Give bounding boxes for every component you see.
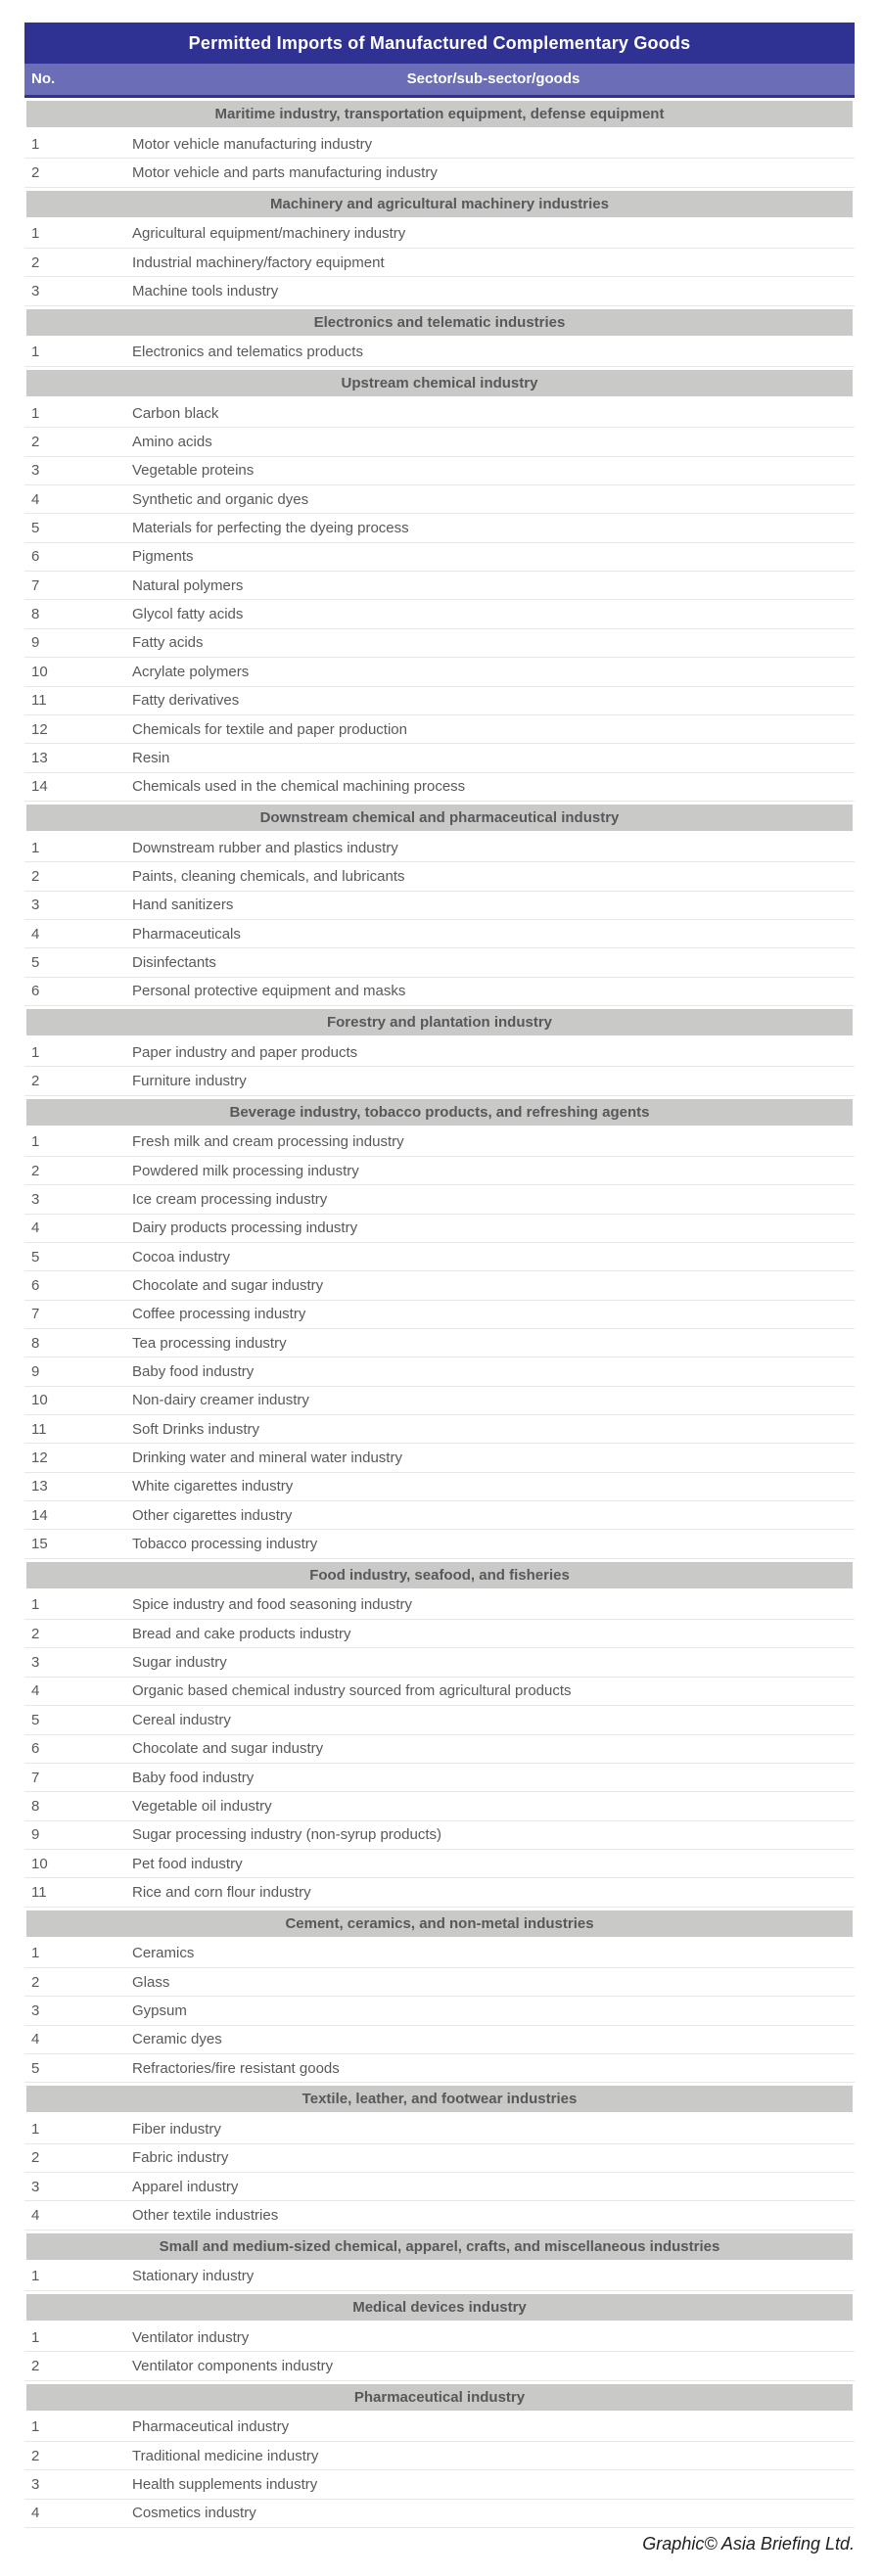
table-row — [24, 1157, 855, 1185]
row-number: 13 — [31, 1478, 48, 1495]
table-row — [24, 715, 855, 744]
table-row — [24, 1764, 855, 1792]
row-number: 8 — [31, 606, 40, 623]
column-header-sector: Sector/sub-sector/goods — [406, 70, 580, 87]
table-row — [24, 2115, 855, 2143]
row-sector-label: Drinking water and mineral water industry — [132, 1449, 402, 1467]
row-sector-label: Amino acids — [132, 434, 212, 451]
row-sector-label: Ceramics — [132, 1945, 195, 1962]
graphic-credit: Graphic© Asia Briefing Ltd. — [642, 2534, 855, 2553]
table-row — [24, 1387, 855, 1415]
row-sector-label: Rice and corn flour industry — [132, 1883, 311, 1901]
table-row — [24, 600, 855, 628]
table-row — [24, 1128, 855, 1157]
section-header: Downstream chemical and pharmaceutical industry — [26, 805, 853, 831]
row-sector-label: Bread and cake products industry — [132, 1625, 351, 1642]
row-number: 12 — [31, 720, 48, 738]
row-sector-label: Chocolate and sugar industry — [132, 1277, 324, 1295]
column-header-row — [24, 64, 855, 98]
row-number: 1 — [31, 2418, 40, 2436]
table-row — [24, 1997, 855, 2025]
table-row — [24, 2201, 855, 2230]
row-number: 3 — [31, 2001, 40, 2019]
row-number: 5 — [31, 1711, 40, 1728]
row-number: 9 — [31, 1363, 40, 1381]
row-sector-label: Materials for perfecting the dyeing process — [132, 520, 409, 537]
row-sector-label: Glycol fatty acids — [132, 606, 244, 623]
row-sector-label: Glass — [132, 1973, 170, 1991]
row-number: 6 — [31, 548, 40, 566]
table-row — [24, 948, 855, 977]
table-row — [24, 2414, 855, 2442]
row-number: 1 — [31, 135, 40, 153]
section-header: Upstream chemical industry — [26, 370, 853, 396]
table-row — [24, 1271, 855, 1300]
table-row — [24, 159, 855, 187]
row-number: 1 — [31, 2268, 40, 2285]
row-sector-label: Furniture industry — [132, 1072, 247, 1089]
row-number: 11 — [31, 1420, 47, 1438]
table-row — [24, 514, 855, 542]
row-number: 2 — [31, 2358, 40, 2375]
row-sector-label: Sugar processing industry (non-syrup products) — [132, 1826, 441, 1844]
row-number: 14 — [31, 778, 48, 796]
row-number: 1 — [31, 839, 40, 856]
table-row — [24, 2263, 855, 2291]
row-sector-label: Fatty derivatives — [132, 692, 240, 710]
row-number: 4 — [31, 2505, 40, 2522]
table-row — [24, 1185, 855, 1214]
table-row — [24, 862, 855, 891]
imports-table — [24, 23, 855, 2528]
table-row — [24, 1415, 855, 1444]
row-number: 8 — [31, 1334, 40, 1352]
row-sector-label: Natural polymers — [132, 576, 244, 594]
row-sector-label: Pharmaceuticals — [132, 925, 241, 943]
row-number: 4 — [31, 2031, 40, 2048]
row-number: 2 — [31, 867, 40, 885]
row-sector-label: Ventilator components industry — [132, 2358, 334, 2375]
table-row — [24, 249, 855, 277]
row-sector-label: White cigarettes industry — [132, 1478, 294, 1495]
table-row — [24, 834, 855, 862]
row-number: 3 — [31, 897, 40, 914]
row-number: 2 — [31, 1162, 40, 1179]
section-header: Small and medium-sized chemical, apparel, crafts, and miscellaneous industries — [26, 2233, 853, 2260]
row-sector-label: Baby food industry — [132, 1769, 255, 1786]
row-sector-label: Motor vehicle and parts manufacturing industry — [132, 164, 438, 182]
table-row — [24, 220, 855, 249]
row-sector-label: Agricultural equipment/machinery industry — [132, 225, 406, 243]
row-sector-label: Organic based chemical industry sourced from agricultural products — [132, 1682, 572, 1700]
row-number: 1 — [31, 1596, 40, 1614]
row-sector-label: Ceramic dyes — [132, 2031, 222, 2048]
row-number: 1 — [31, 2120, 40, 2138]
row-sector-label: Non-dairy creamer industry — [132, 1392, 309, 1409]
section-header: Medical devices industry — [26, 2294, 853, 2321]
row-number: 8 — [31, 1797, 40, 1815]
row-sector-label: Powdered milk processing industry — [132, 1162, 359, 1179]
row-sector-label: Vegetable proteins — [132, 462, 255, 480]
table-row — [24, 1473, 855, 1501]
row-sector-label: Dairy products processing industry — [132, 1219, 358, 1237]
row-number: 5 — [31, 2059, 40, 2077]
row-sector-label: Pharmaceutical industry — [132, 2418, 290, 2436]
row-sector-label: Coffee processing industry — [132, 1306, 306, 1323]
row-sector-label: Sugar industry — [132, 1654, 227, 1672]
column-header-no: No. — [31, 70, 56, 87]
table-row — [24, 277, 855, 305]
row-number: 1 — [31, 2328, 40, 2346]
section-header: Maritime industry, transportation equipment, defense equipment — [26, 101, 853, 127]
table-row — [24, 658, 855, 686]
table-row — [24, 1243, 855, 1271]
row-sector-label: Pigments — [132, 548, 194, 566]
row-number: 3 — [31, 1654, 40, 1672]
row-number: 7 — [31, 1306, 40, 1323]
row-sector-label: Chocolate and sugar industry — [132, 1740, 324, 1758]
row-number: 6 — [31, 983, 40, 1000]
row-sector-label: Carbon black — [132, 404, 219, 422]
row-number: 5 — [31, 520, 40, 537]
row-sector-label: Paper industry and paper products — [132, 1043, 358, 1061]
row-sector-label: Hand sanitizers — [132, 897, 234, 914]
row-sector-label: Chemicals for textile and paper production — [132, 720, 407, 738]
row-number: 12 — [31, 1449, 48, 1467]
row-sector-label: Soft Drinks industry — [132, 1420, 260, 1438]
row-sector-label: Downstream rubber and plastics industry — [132, 839, 398, 856]
table-title: Permitted Imports of Manufactured Complementary Goods — [24, 23, 855, 64]
table-row — [24, 2173, 855, 2201]
row-sector-label: Apparel industry — [132, 2178, 239, 2195]
row-number: 2 — [31, 2149, 40, 2167]
row-sector-label: Cocoa industry — [132, 1248, 231, 1265]
table-row — [24, 1940, 855, 1968]
row-number: 2 — [31, 1072, 40, 1089]
table-row — [24, 2442, 855, 2470]
row-sector-label: Traditional medicine industry — [132, 2447, 319, 2464]
row-number: 5 — [31, 953, 40, 971]
row-number: 1 — [31, 1043, 40, 1061]
table-row — [24, 2054, 855, 2083]
table-row — [24, 1329, 855, 1357]
row-number: 10 — [31, 663, 48, 680]
row-sector-label: Gypsum — [132, 2001, 187, 2019]
row-sector-label: Other cigarettes industry — [132, 1506, 293, 1524]
row-number: 1 — [31, 344, 40, 361]
table-row — [24, 773, 855, 802]
table-row — [24, 2352, 855, 2380]
table-row — [24, 687, 855, 715]
table-row — [24, 399, 855, 428]
row-sector-label: Health supplements industry — [132, 2476, 318, 2494]
section-header: Electronics and telematic industries — [26, 309, 853, 336]
section-header: Beverage industry, tobacco products, and refreshing agents — [26, 1099, 853, 1126]
row-number: 4 — [31, 925, 40, 943]
table-row — [24, 2026, 855, 2054]
table-row — [24, 2323, 855, 2352]
row-sector-label: Machine tools industry — [132, 283, 279, 300]
row-number: 10 — [31, 1855, 48, 1872]
table-row — [24, 1878, 855, 1907]
row-number: 15 — [31, 1536, 48, 1553]
row-sector-label: Paints, cleaning chemicals, and lubricants — [132, 867, 405, 885]
section-header: Pharmaceutical industry — [26, 2384, 853, 2411]
table-row — [24, 1706, 855, 1734]
row-number: 2 — [31, 253, 40, 271]
table-row — [24, 485, 855, 514]
row-number: 9 — [31, 634, 40, 652]
row-sector-label: Fiber industry — [132, 2120, 221, 2138]
table-row — [24, 1444, 855, 1472]
table-row — [24, 1530, 855, 1558]
row-number: 1 — [31, 1133, 40, 1151]
row-sector-label: Refractories/fire resistant goods — [132, 2059, 340, 2077]
table-row — [24, 1038, 855, 1067]
row-number: 2 — [31, 1973, 40, 1991]
row-sector-label: Spice industry and food seasoning industry — [132, 1596, 413, 1614]
row-number: 11 — [31, 1883, 47, 1901]
row-sector-label: Personal protective equipment and masks — [132, 983, 406, 1000]
table-row — [24, 130, 855, 159]
row-sector-label: Fresh milk and cream processing industry — [132, 1133, 404, 1151]
row-sector-label: Ice cream processing industry — [132, 1190, 328, 1208]
row-number: 3 — [31, 1190, 40, 1208]
table-row — [24, 978, 855, 1006]
table-row — [24, 2470, 855, 2499]
table-row — [24, 1648, 855, 1677]
row-number: 2 — [31, 1625, 40, 1642]
table-row — [24, 1821, 855, 1850]
table-row — [24, 1301, 855, 1329]
row-number: 7 — [31, 576, 40, 594]
row-sector-label: Tobacco processing industry — [132, 1536, 318, 1553]
row-number: 2 — [31, 2447, 40, 2464]
row-number: 10 — [31, 1392, 48, 1409]
table-body — [24, 101, 855, 2528]
table-row — [24, 339, 855, 367]
table-row — [24, 1620, 855, 1648]
row-sector-label: Cereal industry — [132, 1711, 231, 1728]
row-number: 13 — [31, 749, 48, 766]
row-sector-label: Pet food industry — [132, 1855, 243, 1872]
table-row — [24, 1735, 855, 1764]
row-number: 5 — [31, 1248, 40, 1265]
table-row — [24, 1968, 855, 1997]
row-sector-label: Acrylate polymers — [132, 663, 250, 680]
section-header: Machinery and agricultural machinery industries — [26, 191, 853, 217]
row-number: 4 — [31, 2206, 40, 2224]
row-number: 1 — [31, 1945, 40, 1962]
table-row — [24, 1792, 855, 1820]
row-sector-label: Fatty acids — [132, 634, 204, 652]
row-sector-label: Baby food industry — [132, 1363, 255, 1381]
table-row — [24, 1067, 855, 1095]
table-row — [24, 744, 855, 772]
row-sector-label: Stationary industry — [132, 2268, 255, 2285]
row-number: 2 — [31, 434, 40, 451]
row-number: 2 — [31, 164, 40, 182]
table-row — [24, 1678, 855, 1706]
row-sector-label: Tea processing industry — [132, 1334, 287, 1352]
row-number: 4 — [31, 490, 40, 508]
row-sector-label: Disinfectants — [132, 953, 216, 971]
row-sector-label: Chemicals used in the chemical machining process — [132, 778, 466, 796]
row-sector-label: Electronics and telematics products — [132, 344, 363, 361]
table-row — [24, 1850, 855, 1878]
table-row — [24, 428, 855, 456]
section-header: Forestry and plantation industry — [26, 1009, 853, 1035]
row-sector-label: Resin — [132, 749, 170, 766]
row-number: 6 — [31, 1740, 40, 1758]
section-header: Cement, ceramics, and non-metal industries — [26, 1910, 853, 1937]
table-row — [24, 572, 855, 600]
row-number: 1 — [31, 404, 40, 422]
row-sector-label: Synthetic and organic dyes — [132, 490, 309, 508]
row-sector-label: Vegetable oil industry — [132, 1797, 272, 1815]
row-number: 14 — [31, 1506, 48, 1524]
table-row — [24, 892, 855, 920]
table-row — [24, 543, 855, 572]
table-row — [24, 629, 855, 658]
row-number: 3 — [31, 2476, 40, 2494]
row-number: 9 — [31, 1826, 40, 1844]
table-row — [24, 1501, 855, 1530]
row-sector-label: Other textile industries — [132, 2206, 279, 2224]
row-sector-label: Industrial machinery/factory equipment — [132, 253, 385, 271]
row-number: 3 — [31, 462, 40, 480]
row-number: 6 — [31, 1277, 40, 1295]
row-sector-label: Fabric industry — [132, 2149, 229, 2167]
row-number: 4 — [31, 1682, 40, 1700]
row-number: 3 — [31, 2178, 40, 2195]
row-number: 11 — [31, 692, 47, 710]
row-number: 4 — [31, 1219, 40, 1237]
row-sector-label: Cosmetics industry — [132, 2505, 256, 2522]
row-number: 3 — [31, 283, 40, 300]
table-row — [24, 457, 855, 485]
table-row — [24, 1215, 855, 1243]
table-row — [24, 1357, 855, 1386]
row-number: 1 — [31, 225, 40, 243]
table-row — [24, 2144, 855, 2173]
section-header: Food industry, seafood, and fisheries — [26, 1562, 853, 1588]
row-number: 7 — [31, 1769, 40, 1786]
table-row — [24, 2500, 855, 2528]
section-header: Textile, leather, and footwear industries — [26, 2086, 853, 2112]
table-row — [24, 1591, 855, 1620]
row-sector-label: Motor vehicle manufacturing industry — [132, 135, 373, 153]
table-row — [24, 920, 855, 948]
row-sector-label: Ventilator industry — [132, 2328, 250, 2346]
